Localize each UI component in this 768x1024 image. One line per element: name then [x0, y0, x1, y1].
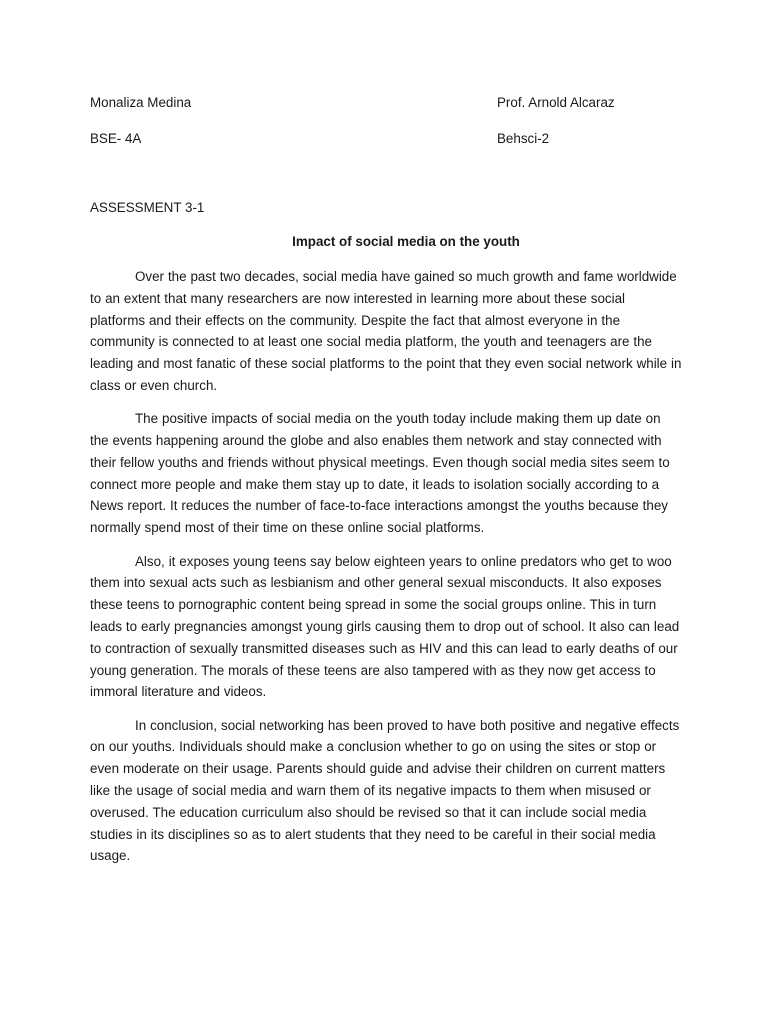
paragraph-conclusion: In conclusion, social networking has been proved to have both positive and negative effects on our youths. Individuals should make a conclusion whether to go on using the sites or stop or even moderate on their usage. Parents should guide and advise their children on current matters like the usage of social media and warn them of its negative impacts to them when misused or overused. The education curriculum also should be revised so that it can include social media studies in its disciplines so as to alert students that they need to be careful in their social media usage.: [90, 717, 680, 864]
essay-title: Impact of social media on the youth: [292, 234, 520, 249]
professor-name: Prof. Arnold Alcaraz: [497, 95, 615, 110]
paragraph-negative-impacts: Also, it exposes young teens say below eighteen years to online predators who get to woo them into sexual acts such as lesbianism and other general sexual misconducts. It also exposes these teens to pornographic content being spread in some the social groups online. This in turn leads to early pregnancies amongst young girls causing them to drop out of school. It also can lead to contraction of sexually transmitted diseases such as HIV and this can lead to early deaths of our young generation. The morals of these teens are also tampered with as they now get access to immoral literature and videos.: [90, 553, 680, 700]
student-name: Monaliza Medina: [90, 95, 192, 110]
student-section: BSE- 4A: [90, 131, 142, 146]
essay-body: [90, 266, 682, 879]
paragraph-positive-impacts: The positive impacts of social media on the youth today include making them up date on the events happening around the globe and also enables them network and stay connected with their fellow youths and friends without physical meetings. Even though social media sites seem to connect more people and make them stay up to date, it leads to isolation socially according to a News report. It reduces the number of face-to-face interactions amongst the youths because they normally spend most of their time on these online social platforms.: [90, 411, 670, 536]
course-code: Behsci-2: [497, 131, 550, 146]
assessment-label: ASSESSMENT 3-1: [90, 200, 205, 215]
paragraph-intro: Over the past two decades, social media have gained so much growth and fame worldwide to an extent that many researchers are now interested in learning more about these social platforms and their effects on the community. Despite the fact that almost everyone in the community is connected to at least one social media platform, the youth and teenagers are the leading and most fanatic of these social platforms to the point that they even social network while in class or even church.: [90, 269, 682, 393]
